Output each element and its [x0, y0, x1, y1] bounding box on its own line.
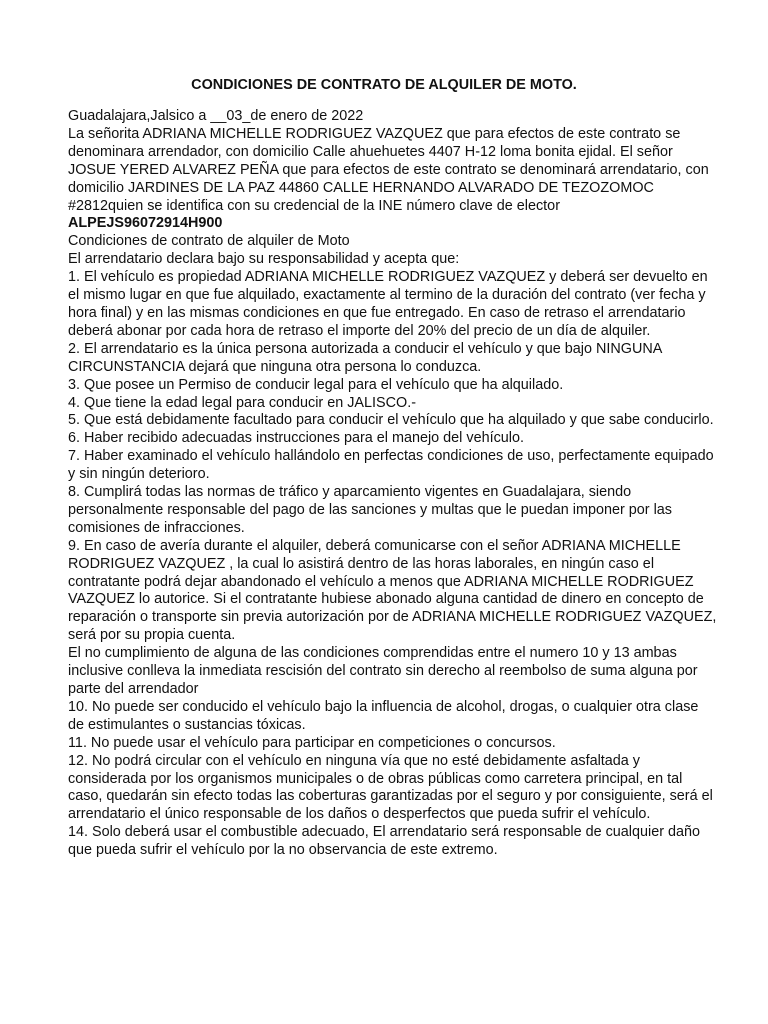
intro-paragraph [68, 126, 718, 233]
document-body [68, 108, 718, 860]
clause-2: 2. El arrendatario es la única persona autorizada a conducir el vehículo y que bajo NINGUNA CIRCUNSTANCIA dejará que ninguna otra persona lo conduzca. [68, 340, 662, 375]
clause-1: 1. El vehículo es propiedad ADRIANA MICHELLE RODRIGUEZ VAZQUEZ y deberá ser devuelto en el mismo lugar en que fue alquilado, exactamente al termino de la duración del contrato (ver fecha y hora final) y en las mismas condiciones en que fue entregado. En caso de retraso el arrendatario deberá abonar por cada hora de retraso el importe del 20% del precio de un día de alquiler. [68, 269, 708, 339]
clause-8: 8. Cumplirá todas las normas de tráfico y aparcamiento vigentes en Guadalajara, siendo personalmente responsable del pago de las sanciones y multas que le puedan imponer por las comisiones de infracciones. [68, 484, 672, 536]
clause-6: 6. Haber recibido adecuadas instrucciones para el manejo del vehículo. [68, 430, 524, 447]
document-title: CONDICIONES DE CONTRATO DE ALQUILER DE MOTO. [191, 77, 577, 93]
non-compliance-note: El no cumplimiento de alguna de las condiciones comprendidas entre el numero 10 y 13 ambas inclusive conlleva la inmediata rescisión del contrato sin derecho al reembolso de suma alguna por parte del arrendador [68, 645, 698, 697]
clause-9: 9. En caso de avería durante el alquiler, deberá comunicarse con el señor ADRIANA MICHELLE RODRIGUEZ VAZQUEZ , la cual lo asistirá dentro de las horas laborales, en ningún caso el contratante podrá dejar abandonado el vehículo a menos que ADRIANA MICHELLE RODRIGUEZ VAZQUEZ lo autorice. Si el contratante hubiese abonado alguna cantidad de dinero en concepto de reparación o transporte sin previa autorización por de ADRIANA MICHELLE RODRIGUEZ VAZQUEZ, será por su propia cuenta. [68, 537, 717, 644]
clause-7: 7. Haber examinado el vehículo hallándolo en perfectas condiciones de uso, perfectamente equipado y sin ningún deterioro. [68, 448, 714, 483]
clause-10: 10. No puede ser conducido el vehículo bajo la influencia de alcohol, drogas, o cualquier otra clase de estimulantes o sustancias tóxicas. [68, 698, 699, 733]
clause-12: 12. No podrá circular con el vehículo en ninguna vía que no esté debidamente asfaltada y considerada por los organismos municipales o de obras públicas como carretera principal, en tal caso, quedarán sin efecto todas las coberturas garantizadas por el seguro y por consiguiente, será el arrendatario el único responsable de los daños o desperfectos que pueda sufrir el vehículo. [68, 752, 713, 823]
intro-text: La señorita ADRIANA MICHELLE RODRIGUEZ VAZQUEZ que para efectos de este contrato se denominara arrendador, con domicilio Calle ahuehuetes 4407 H-12 loma bonita ejidal. El señor JOSUE YERED ALVAREZ PEÑA que para efectos de este contrato se denominará arrendatario, con domicilio JARDINES DE LA PAZ 44860 CALLE HERNANDO ALVARADO DE TEZOZOMOC #2812quien se identifica con su credencial de la INE número clave de elector [68, 125, 709, 214]
elector-key: ALPEJS96072914H900 [68, 215, 223, 232]
clause-5: 5. Que está debidamente facultado para conducir el vehículo que ha alquilado y que sabe conducirlo. [68, 412, 714, 429]
clause-3: 3. Que posee un Permiso de conducir legal para el vehículo que ha alquilado. [68, 376, 564, 393]
declaration-line: El arrendatario declara bajo su responsabilidad y acepta que: [68, 251, 460, 268]
conditions-subtitle: Condiciones de contrato de alquiler de Moto [68, 233, 350, 250]
date-line: Guadalajara,Jalsico a __03_de enero de 2022 [68, 108, 364, 124]
clause-11: 11. No puede usar el vehículo para participar en competiciones o concursos. [68, 734, 556, 751]
clause-14: 14. Solo deberá usar el combustible adecuado, El arrendatario será responsable de cualquier daño que pueda sufrir el vehículo por la no observancia de este extremo. [68, 824, 701, 859]
clause-4: 4. Que tiene la edad legal para conducir en JALISCO.- [68, 394, 416, 411]
